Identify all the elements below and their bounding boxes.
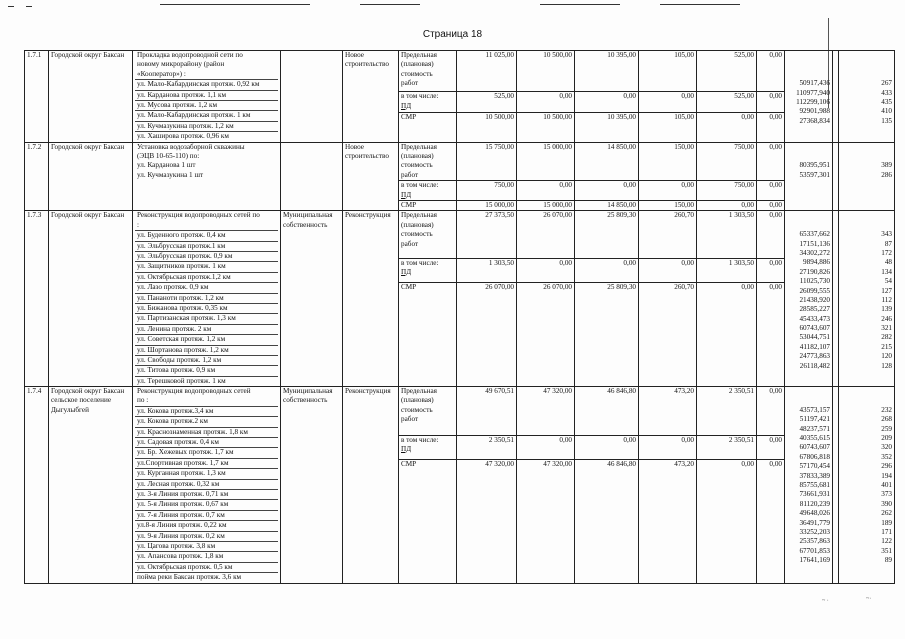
section-number: 1.7.4 [25,387,49,583]
street-cost: 17641,169 [799,556,830,565]
street-item: ул. Советская протяж. 1,2 км [135,334,278,344]
amount-total: 15 750,00 [457,142,517,181]
stage-label-line: работ [401,415,419,424]
amount-smr: 15 000,00 [517,201,575,211]
street-quantity [841,51,892,60]
street-quantity: 343 [881,230,892,239]
street-cost: 34302,272 [799,248,830,257]
stage-label-line: ПД [401,101,412,110]
street-cost: 41182,107 [799,342,830,351]
street-cost: 43573,157 [799,405,830,414]
street-item: ул.Спортивная протяж. 1,7 км [135,458,278,468]
street-quantities [839,142,895,211]
amount-smr: 0,00 [757,282,785,386]
street-quantity: 389 [881,161,892,170]
street-quantity: 120 [881,352,892,361]
street-cost: 81120,239 [799,499,830,508]
street-item: ул. Свободы протяж. 1,2 км [135,355,278,365]
street-quantity: 134 [881,267,892,276]
amount-total: 47 320,00 [517,387,575,435]
amount-pd: 0,00 [757,181,785,201]
street-quantity: 87 [884,239,892,248]
stage-label-line: стоимость [401,405,433,414]
work-heading-line: Реконструкция водопроводных сетей по [137,211,260,220]
owner-type: Муниципальная собственность [281,387,343,583]
amount-smr: 10 500,00 [517,113,575,142]
street-quantity: 54 [884,277,892,286]
street-cost: 11025,730 [799,277,830,286]
district-name: Городской округ Баксан [49,51,133,143]
amount-pd: 2 350,51 [457,435,517,460]
stage-label-line: (плановая) [401,396,434,405]
amount-pd: 0,00 [575,181,639,201]
work-description [133,51,281,143]
stage-smr-label: СМР [399,282,457,386]
work-heading-line: Реконструкция водопроводных сетей [137,387,251,396]
street-cost: 51197,421 [799,415,830,424]
work-heading-line: ул. Кучмазукина 1 шт [137,170,204,179]
amount-total: 473,20 [639,387,697,435]
stage-total-label [399,51,457,92]
street-item: ул. Садовая протяж. 0,4 км [135,437,278,447]
amount-total: 25 809,30 [575,211,639,258]
street-quantity: 435 [881,97,892,106]
amount-pd: 750,00 [697,181,757,201]
street-quantity: 139 [881,305,892,314]
street-quantity: 268 [881,415,892,424]
street-quantity [841,396,892,405]
amount-pd: 0,00 [639,92,697,113]
stage-label-line: Предельная [401,51,437,59]
stage-label-line: ПД [401,190,412,199]
street-item: ул. Апансова протяж. 1,8 км [135,551,278,561]
amount-total: 105,00 [639,51,697,92]
street-cost: 25357,863 [799,537,830,546]
street-cost: 60743,607 [799,324,830,333]
stage-label-line: стоимость [401,69,433,78]
stage-label-line: ПД [401,444,412,453]
street-cost: 110977,940 [796,88,830,97]
work-description [133,142,281,211]
street-cost [787,211,830,220]
stage-label-line: Предельная [401,142,437,151]
street-quantity: 189 [881,518,892,527]
amount-smr: 260,70 [639,282,697,386]
amount-total: 0,00 [757,51,785,92]
street-quantity: 89 [884,556,892,565]
street-cost: 60743,607 [799,443,830,452]
street-cost: 24773,863 [799,352,830,361]
street-quantity: 194 [881,471,892,480]
construction-type: Реконструкция [343,387,399,583]
amount-total: 150,00 [639,142,697,181]
street-quantity: 401 [881,480,892,489]
amount-smr: 10 395,00 [575,113,639,142]
amount-pd: 525,00 [457,92,517,113]
street-cost [787,60,830,69]
district-name: Городской округ Баксан [49,211,133,387]
street-cost: 112299,106 [796,97,830,106]
amount-total: 26 070,00 [517,211,575,258]
amount-smr: 47 320,00 [517,460,575,583]
street-cost: 67806,818 [799,452,830,461]
street-quantity [841,70,892,79]
amount-pd: 0,00 [517,435,575,460]
street-item: пойма реки Баксан протяж. 3,6 км [135,572,278,582]
street-item: ул. Бр. Хежевых протяж. 1,7 км [135,447,278,457]
street-item: ул. Кучмазукина протяж. 1,2 км [135,121,278,131]
amount-smr: 26 070,00 [457,282,517,386]
page-title: Страница 18 [422,29,483,40]
street-cost: 92901,988 [799,107,830,116]
street-item: ул.8-я Линия протяж. 0,22 км [135,520,278,530]
section-number: 1.7.1 [25,51,49,143]
street-cost: 85755,681 [799,480,830,489]
street-cost: 9894,886 [803,258,830,267]
amount-pd: 0,00 [517,181,575,201]
street-quantity: 127 [881,286,892,295]
amount-total: 10 395,00 [575,51,639,92]
street-item: ул. Титова протяж. 0,9 км [135,365,278,375]
street-cost: 17151,136 [799,239,830,248]
scan-mark [160,4,310,5]
amount-pd: 0,00 [517,92,575,113]
work-heading-line: (ЭЦВ 10-65-110) по: [137,151,200,160]
amount-smr: 26 070,00 [517,282,575,386]
amount-total: 0,00 [757,387,785,435]
stage-label-line: (плановая) [401,151,434,160]
street-quantity: 246 [881,314,892,323]
street-cost: 28585,227 [799,305,830,314]
street-costs [785,51,833,143]
street-item: ул. Курганная протяж. 1,3 км [135,468,278,478]
construction-type: Новое строительство [343,51,399,143]
construction-type: Новое строительство [343,142,399,211]
street-cost [787,51,830,60]
street-cost [787,152,830,161]
stage-label-line: в том числе: [401,92,439,101]
amount-total: 750,00 [697,142,757,181]
street-quantity: 296 [881,462,892,471]
street-quantity: 122 [881,537,892,546]
street-quantity: 48 [884,258,892,267]
scan-mark [26,6,32,7]
street-cost: 27190,826 [799,267,830,276]
street-cost: 37833,389 [799,471,830,480]
street-item: ул. Эльбрусская протяж.1 км [135,241,278,251]
street-item: ул. Карданова протяж. 1,1 км [135,90,278,100]
work-heading-line: Установка водозаборной скважины [137,142,245,151]
stage-total-label [399,387,457,435]
stage-total-label [399,211,457,258]
scan-mark [660,4,740,5]
street-quantity [841,143,892,152]
amount-total: 14 850,00 [575,142,639,181]
amount-pd: 0,00 [757,435,785,460]
street-costs [785,211,833,387]
street-item: ул. Пананоти протяж. 1,2 км [135,293,278,303]
street-item: ул. Краснознаменная протяж. 1,8 км [135,427,278,437]
street-item: ул. Октябрьская протяж.1,2 км [135,272,278,282]
stage-smr-label: СМР [399,201,457,211]
amount-pd: 0,00 [575,92,639,113]
street-quantity: 171 [881,527,892,536]
street-quantity: 215 [881,342,892,351]
street-cost: 26118,482 [799,361,830,370]
street-quantity: 373 [881,490,892,499]
amount-smr: 0,00 [697,282,757,386]
street-quantity: 321 [881,324,892,333]
street-item: ул. 9-я Линия протяж. 0,2 км [135,531,278,541]
street-cost: 26099,555 [799,286,830,295]
street-quantity: 259 [881,424,892,433]
amount-total: 49 670,51 [457,387,517,435]
street-item: ул. Защитников протяж. 1 км [135,261,278,271]
amount-total: 1 303,50 [697,211,757,258]
street-quantity: 135 [881,116,892,125]
owner-type [281,142,343,211]
amount-total: 27 373,50 [457,211,517,258]
construction-type: Реконструкция [343,211,399,387]
street-quantity: 267 [881,79,892,88]
street-quantity: 128 [881,361,892,370]
street-cost [787,387,830,396]
street-quantity: 351 [881,546,892,555]
street-cost: 80395,951 [799,161,830,170]
amount-total: 10 500,00 [517,51,575,92]
amount-total: 15 000,00 [517,142,575,181]
street-cost [787,221,830,230]
street-item: ул. Эльбрусская протяж. 0,9 км [135,251,278,261]
street-quantity: 286 [881,170,892,179]
amount-smr: 0,00 [697,113,757,142]
work-description [133,211,281,387]
work-heading-line: ул. Карданова 1 шт [137,161,196,170]
amount-total: 2 350,51 [697,387,757,435]
street-cost: 40355,615 [799,434,830,443]
amount-pd: 525,00 [697,92,757,113]
amount-smr: 46 846,80 [575,460,639,583]
amount-pd: 0,00 [757,258,785,282]
stage-label-line: в том числе: [401,181,439,190]
street-cost: 53597,301 [799,170,830,179]
street-quantities [839,51,895,143]
street-quantities [839,387,895,583]
stage-total-label [399,142,457,181]
street-cost: 67701,853 [799,546,830,555]
section-row-total [25,142,895,181]
street-item: ул. Терешковой протяж. 1 км [135,376,278,386]
street-cost: 33252,203 [799,527,830,536]
street-quantity: 320 [881,443,892,452]
street-item: ул. Партизанская протяж. 1,3 км [135,313,278,323]
handwritten-mark: ~· [866,596,872,602]
stage-label-line: Предельная [401,387,437,396]
amount-pd: 0,00 [517,258,575,282]
district-name: Городской округ Баксан [49,142,133,211]
street-quantity: 232 [881,405,892,414]
street-item: ул. Хаширова протяж. 0,96 км [135,131,278,141]
stage-label-line: (плановая) [401,60,434,69]
street-item: ул. Кокова протяж.3,4 км [135,406,278,416]
amount-smr: 473,20 [639,460,697,583]
street-cost: 48237,571 [799,424,830,433]
street-quantity: 262 [881,509,892,518]
amount-pd: 0,00 [639,258,697,282]
investment-table [24,50,895,584]
street-cost: 57170,454 [799,462,830,471]
amount-pd: 0,00 [757,92,785,113]
amount-pd: 1 303,50 [457,258,517,282]
street-quantity: 209 [881,434,892,443]
section-number: 1.7.2 [25,142,49,211]
street-item: ул. Бижанова протяж. 0,35 км [135,303,278,313]
owner-type: Муниципальная собственность [281,211,343,387]
street-quantity [841,60,892,69]
amount-total: 0,00 [757,142,785,181]
street-cost: 73661,931 [799,490,830,499]
stage-label-line: в том числе: [401,435,439,444]
street-item: ул. Октябрьская протяж. 0,5 км [135,562,278,572]
street-quantity [841,211,892,220]
table-body [25,51,895,584]
stage-incl-label [399,258,457,282]
street-cost: 45433,473 [799,314,830,323]
street-quantity [841,221,892,230]
street-costs [785,142,833,211]
amount-pd: 1 303,50 [697,258,757,282]
stage-incl-label [399,92,457,113]
street-quantity [841,387,892,396]
street-item: ул. Лесная протяж. 0,32 км [135,479,278,489]
street-quantity: 282 [881,333,892,342]
district-name: Городской округ Баксан сельское поселение Дыгулыбгей [49,387,133,583]
amount-smr: 150,00 [639,201,697,211]
amount-pd: 0,00 [639,181,697,201]
amount-smr: 0,00 [757,201,785,211]
amount-pd: 2 350,51 [697,435,757,460]
street-cost [787,70,830,79]
street-cost [787,396,830,405]
stage-label-line: в том числе: [401,258,439,267]
owner-type [281,51,343,143]
stage-label-line: стоимость [401,230,433,239]
street-item: ул. 3-я Линия протяж. 0,71 км [135,489,278,499]
amount-smr: 25 809,30 [575,282,639,386]
stage-label-line: работ [401,239,419,248]
scan-mark [360,4,420,5]
stage-incl-label [399,181,457,201]
street-cost: 27368,834 [799,116,830,125]
section-row-total [25,387,895,435]
amount-smr: 0,00 [757,113,785,142]
stage-smr-label: СМР [399,113,457,142]
amount-smr: 0,00 [697,460,757,583]
stage-label-line: стоимость [401,161,433,170]
street-quantity: 410 [881,107,892,116]
street-item: ул. Кокова протяж.2 км [135,416,278,426]
street-item: ул. Цагова протяж. 3,8 км [135,541,278,551]
street-quantity: 390 [881,499,892,508]
street-item: ул. Мусова протяж. 1,2 км [135,100,278,110]
street-item: ул. 7-я Линия протяж. 0,7 км [135,510,278,520]
section-row-total [25,211,895,258]
amount-smr: 0,00 [697,201,757,211]
street-quantity: 433 [881,88,892,97]
amount-smr: 15 000,00 [457,201,517,211]
street-item: ул. Шортанова протяж. 1,2 км [135,345,278,355]
street-cost [787,143,830,152]
work-heading-line: по : [137,396,149,405]
street-costs [785,387,833,583]
section-number: 1.7.3 [25,211,49,387]
street-quantity: 352 [881,452,892,461]
stage-label-line: работ [401,79,419,88]
street-item: ул. Ленина протяж. 2 км [135,324,278,334]
stage-smr-label: СМР [399,460,457,583]
work-heading-line: «Кооператор») : [137,69,186,78]
amount-total: 525,00 [697,51,757,92]
work-description [133,387,281,583]
street-quantity [841,152,892,161]
amount-pd: 0,00 [575,258,639,282]
amount-pd: 750,00 [457,181,517,201]
stage-label-line: Предельная [401,211,437,220]
street-cost: 53044,751 [799,333,830,342]
street-cost: 50917,436 [799,79,830,88]
amount-smr: 14 850,00 [575,201,639,211]
street-item: ул. Буденного протяж. 0,4 км [135,230,278,240]
street-quantity: 112 [881,295,892,304]
stage-label-line: работ [401,170,419,179]
street-quantity: 172 [881,248,892,257]
street-cost: 36491,779 [799,518,830,527]
amount-total: 11 025,00 [457,51,517,92]
street-item: ул. Мало-Кабардинская протяж. 0,92 км [135,79,278,89]
amount-smr: 47 320,00 [457,460,517,583]
street-cost: 21438,920 [799,295,830,304]
scan-mark [8,6,14,7]
work-heading-line: новому микрорайону (район [137,60,225,69]
stage-label-line: ПД [401,267,412,276]
amount-smr: 0,00 [757,460,785,583]
amount-pd: 0,00 [575,435,639,460]
section-row-total [25,51,895,92]
work-heading-line: Прокладка водопроводной сети по [137,51,243,59]
work-heading-line: : [137,220,139,229]
street-cost: 65337,662 [799,230,830,239]
street-quantities [839,211,895,387]
amount-smr: 10 500,00 [457,113,517,142]
street-item: ул. Лазо протяж. 0,9 км [135,282,278,292]
stage-incl-label [399,435,457,460]
amount-total: 0,00 [757,211,785,258]
handwritten-mark: ~ · [822,598,829,604]
amount-total: 46 846,80 [575,387,639,435]
scan-mark [540,4,620,5]
amount-total: 260,70 [639,211,697,258]
amount-smr: 105,00 [639,113,697,142]
street-item: ул. 5-я Линия протяж. 0,67 км [135,499,278,509]
stage-label-line: (плановая) [401,220,434,229]
street-cost: 49648,026 [799,509,830,518]
amount-pd: 0,00 [639,435,697,460]
street-item: ул. Мало-Кабардинская протяж. 1 км [135,110,278,120]
